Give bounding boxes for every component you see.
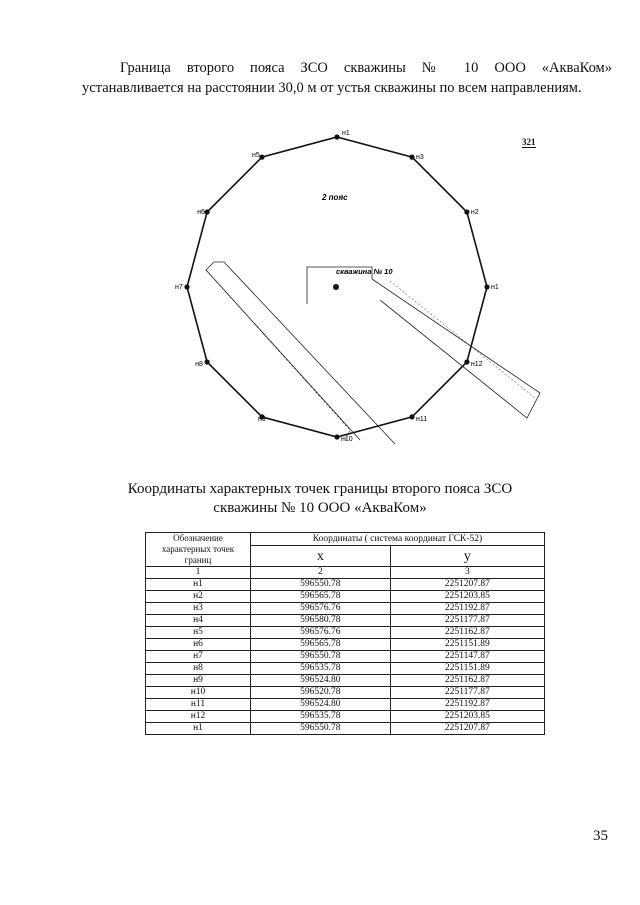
point-name-cell: н12 <box>146 711 251 723</box>
point-label: н8 <box>195 361 203 368</box>
point-label: н5 <box>252 152 260 160</box>
table-caption <box>0 480 640 518</box>
pipeline-corridor-2-inner <box>390 281 535 398</box>
x-cell: 596524.80 <box>251 699 391 711</box>
page-number: 35 <box>593 828 608 844</box>
x-cell: 596565.78 <box>251 591 391 603</box>
point-name-cell: н8 <box>146 663 251 675</box>
point-label: н10 <box>341 436 353 443</box>
table-row <box>146 711 545 723</box>
boundary-point <box>334 434 339 439</box>
x-cell: 596580.78 <box>251 615 391 627</box>
x-cell: 596524.80 <box>251 675 391 687</box>
point-name-cell: н11 <box>146 699 251 711</box>
coordinates-table <box>145 532 545 735</box>
point-label: н7 <box>175 284 183 291</box>
table-row <box>146 687 545 699</box>
y-cell: 2251203.85 <box>390 711 544 723</box>
boundary-point <box>464 359 469 364</box>
x-cell: 596520.78 <box>251 687 391 699</box>
point-name-cell: н4 <box>146 615 251 627</box>
num-cell: 3 <box>390 567 544 579</box>
table-row <box>146 579 545 591</box>
point-name-cell: н6 <box>146 639 251 651</box>
point-label: н1 <box>342 130 350 137</box>
well-label: скважина № 10 <box>336 267 393 276</box>
table-row <box>146 699 545 711</box>
point-name-cell: н1 <box>146 723 251 735</box>
point-name-cell: н5 <box>146 627 251 639</box>
well-marker <box>333 284 339 290</box>
y-cell: 2251162.87 <box>390 675 544 687</box>
x-cell: 596550.78 <box>251 651 391 663</box>
x-cell: 596550.78 <box>251 723 391 735</box>
y-cell: 2251177.87 <box>390 615 544 627</box>
boundary-point <box>205 359 210 364</box>
boundary-point <box>409 414 414 419</box>
table-body <box>146 579 545 735</box>
pipeline-corridor-1-inner <box>206 270 350 440</box>
point-name-cell: н3 <box>146 603 251 615</box>
x-cell: 596576.76 <box>251 627 391 639</box>
point-label: н3 <box>416 154 424 162</box>
col-point-header: Обозначение характерных точек границ <box>146 533 251 567</box>
y-cell: 2251192.87 <box>390 699 544 711</box>
boundary-point <box>334 134 339 139</box>
point-label: н6 <box>197 209 205 216</box>
point-name-cell: н7 <box>146 651 251 663</box>
point-name-cell: н1 <box>146 579 251 591</box>
boundary-point <box>259 155 264 160</box>
zone-label: 2 пояс <box>322 193 348 202</box>
y-cell: 2251192.87 <box>390 603 544 615</box>
table-row <box>146 675 545 687</box>
x-cell: 596550.78 <box>251 579 391 591</box>
caption-line-1: Координаты характерных точек границы второго пояса ЗСО <box>127 481 513 497</box>
boundary-point <box>205 209 210 214</box>
y-cell: 2251207.87 <box>390 723 544 735</box>
y-cell: 2251151.89 <box>390 663 544 675</box>
point-name-cell: н2 <box>146 591 251 603</box>
col-y-header: y <box>390 546 544 567</box>
x-cell: 596576.76 <box>251 603 391 615</box>
boundary-point <box>409 155 414 160</box>
table-row <box>146 615 545 627</box>
intro-line-2: устанавливается на расстоянии 30,0 м от устья скважины по всем направлениям. <box>82 80 582 96</box>
y-cell: 2251177.87 <box>390 687 544 699</box>
table-row <box>146 723 545 735</box>
col-coord-header: Координаты ( система координат ГСК-52) <box>251 533 545 546</box>
intro-line-1: Граница второго пояса ЗСО скважины № 10 ООО «АкваКом» <box>120 60 612 76</box>
y-cell: 2251207.87 <box>390 579 544 591</box>
y-cell: 2251147.87 <box>390 651 544 663</box>
y-cell: 2251151.89 <box>390 639 544 651</box>
x-cell: 596535.78 <box>251 663 391 675</box>
table-row <box>146 627 545 639</box>
boundary-point <box>484 284 489 289</box>
col-x-header: x <box>251 546 391 567</box>
boundary-point <box>184 284 189 289</box>
point-label: н1 <box>491 284 499 291</box>
y-cell: 2251203.85 <box>390 591 544 603</box>
pipeline-corridor-2 <box>372 279 540 418</box>
x-cell: 596535.78 <box>251 711 391 723</box>
boundary-point <box>464 209 469 214</box>
y-cell: 2251162.87 <box>390 627 544 639</box>
x-cell: 596565.78 <box>251 639 391 651</box>
num-cell: 2 <box>251 567 391 579</box>
num-cell: 1 <box>146 567 251 579</box>
point-name-cell: н9 <box>146 675 251 687</box>
pipeline-corridor-1-edge <box>214 262 395 444</box>
stamp-number: 321 <box>522 137 536 147</box>
table-row <box>146 591 545 603</box>
point-name-cell: н10 <box>146 687 251 699</box>
point-label: н11 <box>416 415 428 423</box>
table-row <box>146 663 545 675</box>
caption-line-2: скважины № 10 ООО «АкваКом» <box>213 500 427 516</box>
point-label: н12 <box>470 361 483 368</box>
table-row <box>146 651 545 663</box>
point-label: н9 <box>258 415 266 423</box>
table-row <box>146 603 545 615</box>
table-row <box>146 639 545 651</box>
point-label: н2 <box>470 209 479 216</box>
